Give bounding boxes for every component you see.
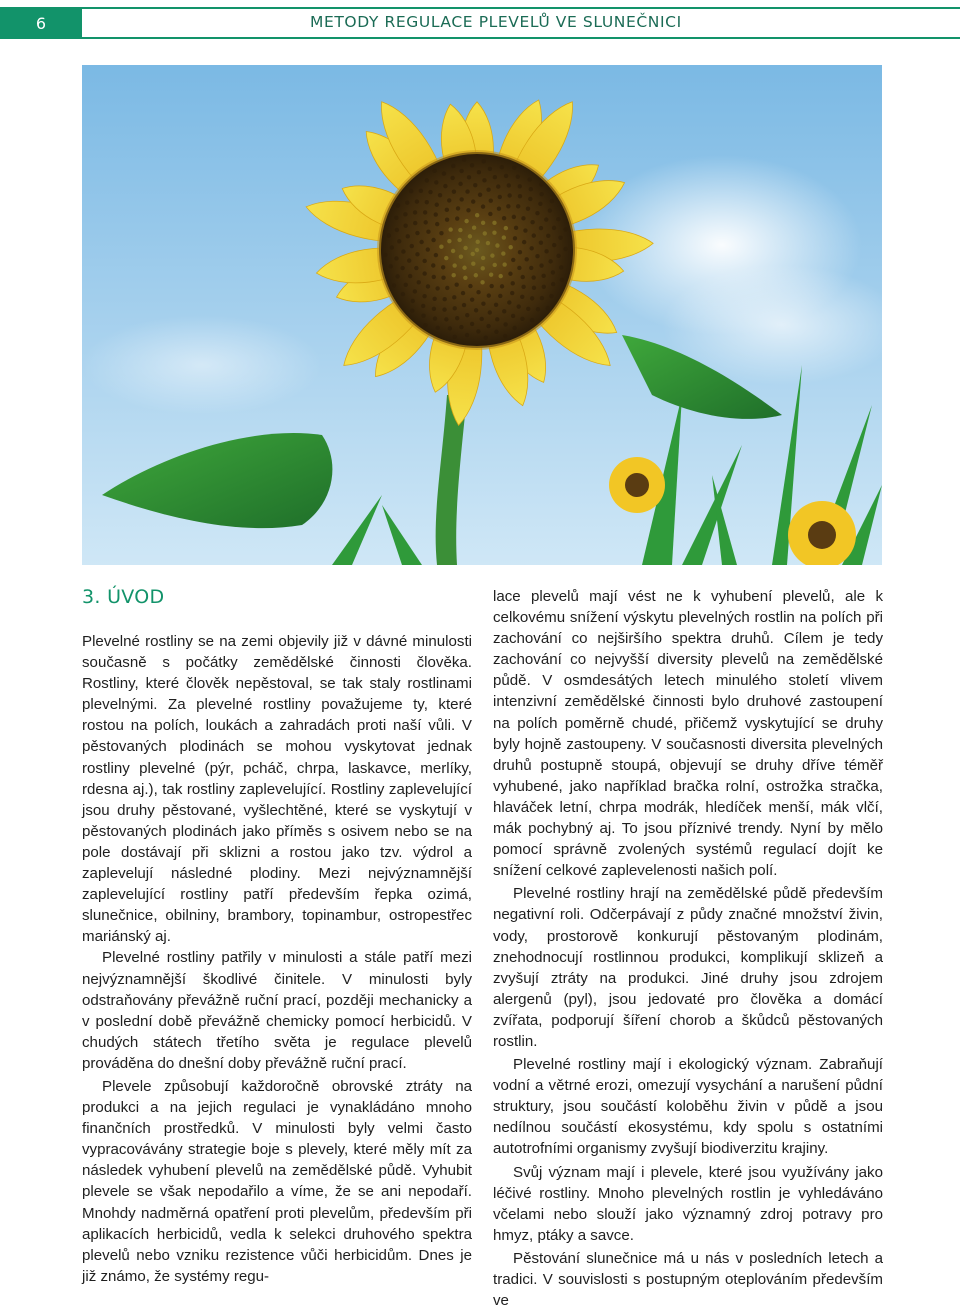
left-column xyxy=(82,583,472,1287)
header-rule-bottom xyxy=(82,37,960,39)
right-column xyxy=(493,586,883,1311)
paragraph: Plevelné rostliny se na zemi objevily již v dávné minulosti současně s počátky zemědělské činnosti člověka. Rostliny, které člověk nepěstoval, se tak staly rostlinami plevelnými. Za plevelné rostliny považujeme ty, které rostou na polích, loukách a zahradách proti naší vůli. V pěstovaných plodinách se mohou vyskytovat jednak rostliny plevelné (pýr, pcháč, chrpa, laskavce, merlíky, rdesna aj.), tak rostliny zaplevelující. Rostliny zaplevelující jsou druhy pěstované, vyšlechtěné, které se vyskytují v pěstovaných plodinách jako příměs s osivem nebo se na pole dostávají při sklizni a rostou jako tzv. výdrol a zaplevelují následné plodiny. Mezi nejvýznamnější zaplevelující rostliny patří především řepka ozimá, slunečnice, obilniny, brambory, topinambur, ostropestřec mariánský aj. xyxy=(82,633,472,946)
running-title: METODY REGULACE PLEVELŮ VE SLUNEČNICI xyxy=(310,13,682,31)
header-rule-top xyxy=(82,7,960,9)
paragraph: Plevelné rostliny hrají na zemědělské půdě především negativní roli. Odčerpávají z půdy značné množství živin, vody, prostorově konkurují pěstovaným plodinám, znehodnocují rostlinnou produkci, komplikují sklizeň a zvyšují ztráty na produkci. Jiné druhy jsou zdrojem alergenů (pyl), jsou jedovaté pro člověka a domácí zvířata, podporují šíření chorob a škůdců pěstovaných rostlin. xyxy=(493,885,883,1050)
paragraph: lace plevelů mají vést ne k vyhubení plevelů, ale k celkovému snížení výskytu plevelných rostlin na polích při zachování co nejširšího spektra druhů. Cílem je tedy zachování co nejvyšší diversity plevelů na zemědělské půdě. V osmdesátých letech minulého století vlivem intenzivní zemědělské činnosti bylo druhové zastoupení na polích poměrně chudé, přičemž vyskytující se druhy byly hojně zastoupeny. V současnosti diversita plevelných druhů postupně stoupá, objevují se druhy dříve téměř vyhubené, jako například bračka rolní, ostrožka stračka, hlaváček letní, chrpa modrák, hledíček menší, mák vlčí, mák pochybný aj. To jsou příznivé trendy. Nyní by mělo pomocí správně zvolených systémů regulací dojít ke snížení celkové zaplevelenosti našich polí. xyxy=(493,588,883,880)
paragraph: Svůj význam mají i plevele, které jsou využívány jako léčivé rostliny. Mnoho plevelných rostlin je vyhledáváno včelami nebo slouží jako významný zdroj potravy pro hmyz, ptáky a savce. xyxy=(493,1163,883,1244)
paragraph: Pěstování slunečnice má u nás v posledních letech a tradici. V souvislosti s postupným oteplováním především ve xyxy=(493,1249,883,1310)
paragraph: Plevelné rostliny patřily v minulosti a stále patří mezi nejvýznamnější škodlivé činitele. V minulosti byly odstraňovány převážně ruční prací, později mechanicky a v poslední době převážně chemicky pomocí herbicidů. V chudých státech třetího světa je regulace plevelů prováděna do dnešní doby převážně ruční prací. xyxy=(82,949,472,1072)
paragraph: Plevele způsobují každoročně obrovské ztráty na produkci a na jejich regulaci je vynakládáno mnoho finančních prostředků. V minulosti byly velmi často vypracovávány strategie boje s plevely, které měly mít za následek vyhubení plevelů na zemědělské půdě. Vyhubit plevele se však nepodařilo a víme, že se ani nepodaří. Mnohdy nadměrná opatření proti plevelům, především při aplikacích herbicidů, vedla k selekci druhového spektra plevelů nebo vzniku rezistence vůči herbicidům. Dnes je již známo, že systémy regu- xyxy=(82,1077,472,1285)
sunflower-photo xyxy=(82,65,882,565)
page-number: 6 xyxy=(0,7,82,39)
paragraph: Plevelné rostliny mají i ekologický význam. Zabraňují vodní a větrné erozi, omezují vysychání a narušení půdní struktury, jsou součástí koloběhu živin v půdě a jsou nedílnou součástí ekosystému, kdy spolu s ostatními autotrofními organismy zvyšují biodiverzitu krajiny. xyxy=(493,1056,883,1158)
section-title: 3. ÚVOD xyxy=(82,586,165,608)
